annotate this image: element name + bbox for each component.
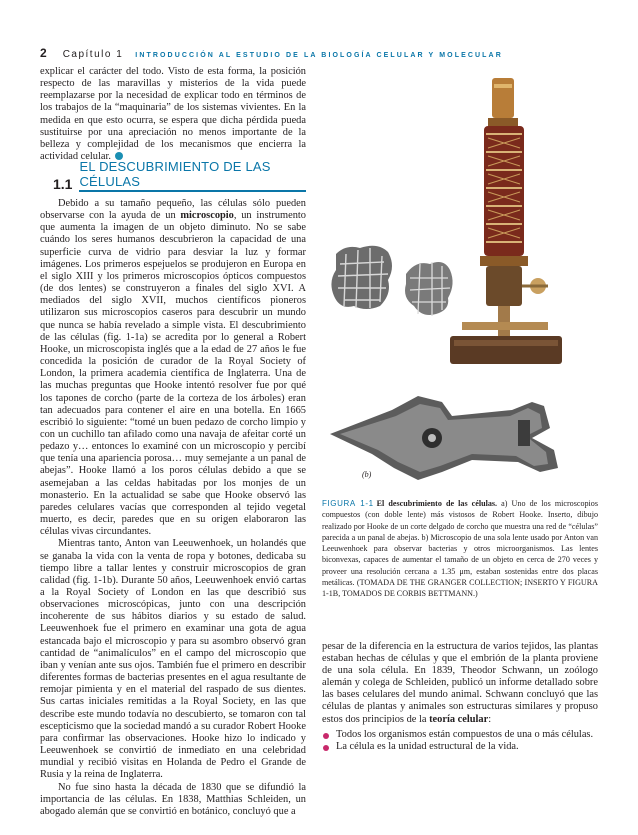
figure-label-b: (b) (362, 470, 372, 479)
left-column (40, 66, 306, 817)
paragraph-1 (40, 198, 306, 538)
keyword-teoria-celular: teoría celular (429, 713, 489, 725)
paragraph-1-rest: , un instrumento que aumenta la imagen de un objeto diminuto. No se sabe cuándo los seres humanos descubrieron la capacidad de una superficie curva de vidrio para desviar la luz y formar imágenes. Los primeros espejuelos se produjeron en Europa en el siglo XIII y los primeros microscopios ópticos compuestos (de dos lentes) se construyeron a finales del siglo XVI. A mediados del siglo XVII, muchos científicos pioneros utilizaron sus microscopios caseros para descubrir un mundo que nunca se había revelado a simple vista. El descubrimiento de las células (fig. 1-1a) se acredita por lo general a Robert Hooke, un microscopista inglés que a la edad de 27 años le fue concedida la posición de curador de la Royal Society of London, la primera academia científica de Inglaterra. Una de las muchas preguntas que Hooke intentó resolver fue por qué los tapones de corcho (parte de la corteza de los árboles) eran tan adecuados para contener el aire en una botella. En 1665 escribió lo siguiente: “tomé un buen pedazo de corcho limpio y con un cuchillo tan afilado como una navaja de afeitar corté un pedazo y… entonces lo examiné con un microscopio y percibí que tenía una apariencia porosa… muy semejante a un panal de abejas”. Hooke llamó a los poros células debido a que se asemejaban a las celdas habitadas por los monjes de un monasterio. En la actualidad se sabe que Hooke observó las paredes celulares vacías que corresponden al tejido vegetal muerto, es decir, paredes que en su origen elaboraron las células vivas circundantes. (40, 210, 306, 538)
section-heading (40, 159, 306, 198)
section-body (40, 198, 306, 817)
caption-title: El descubrimiento de las células. (376, 499, 498, 508)
paragraph-2: Mientras tanto, Anton van Leeuwenhoek, un holandés que se ganaba la vida con la venta de ropa y botones, dedicaba su tiempo libre a tallar lentes y construir microscopios de gran calidad (fig. 1-1b). Durante 50 años, Leeuwenhoek envió cartas a la Royal Society of London en las que describió sus observaciones microscópicas, junto con una descripción incoherente de sus hábitos diarios y su estado de salud. Leeuwenhoek fue el primero en examinar una gota de agua estancada bajo el microscopio y para su asombro observó gran cantidad de “animalículos” en el campo del microscopio que iban y venían ante sus ojos. También fue el primero en describir diferentes formas de bacterias presentes en el agua resultante de remojar pimienta y en el material del raspado de sus dientes. Sus cartas iniciales remitidas a la Royal Society, en las que describe este mundo todavía no descubierto, se tomaron con tal escepticismo que la sociedad mandó a su curador Robert Hooke para confirmar las observaciones. Hooke hizo lo indicado y Leeuwenhoek se convirtió de inmediato en una celebridad mundial y recibió visitas en Holanda de Pedro el Grande de Rusia y la reina de Inglaterra. (40, 538, 306, 781)
paragraph-right (322, 641, 598, 726)
keyword-microscopio: microscopio (180, 210, 234, 222)
section-title: EL DESCUBRIMIENTO DE LAS CÉLULAS (79, 159, 306, 192)
page-number: 2 (40, 46, 47, 60)
caption-text: a) Uno de los microscopios compuestos (con doble lente) más vistosos de Robert Hooke. Inserto, dibujo realizado por Hooke de un corte delgado de corcho que muestra una red de “células” parecida a un panal de abejas. b) Microscopio de una sola lente usado por Anton van Leeuwenhoek para observar bacterias y otros microorganismos. Las lentes biconvexas, capaces de aumentar el tamaño de un objeto en cerca de 270 veces y proveer una resolución cercana a 1.35 μm, estaban sostenidas entre dos placas metálicas. (TOMADA DE THE GRANGER COLLECTION; INSERTO Y FIGURA 1-1B, TOMADOS DE CORBIS BETTMANN.) (322, 499, 598, 599)
caption-figure-number: FIGURA 1-1 (322, 499, 374, 508)
right-column (322, 641, 598, 753)
paragraph-right-start: pesar de la diferencia en la estructura de varios tejidos, las plantas estaban hechas de células y que el embrión de la planta proviene de una sola célula. En 1839, Theodor Schwann, un zoólogo alemán y colega de Schleiden, publicó un informe detallado sobre las bases celulares del mundo animal. Schwann concluyó que las células de plantas y animales son estructuras similares y propuso estos dos principios de la (322, 641, 598, 725)
running-title: INTRODUCCIÓN AL ESTUDIO DE LA BIOLOGÍA CELULAR Y MOLECULAR (135, 52, 503, 59)
paragraph-right-end: : (488, 713, 492, 725)
chapter-label: Capítulo 1 (62, 49, 124, 60)
intro-paragraph (40, 66, 306, 162)
section-number: 1.1 (53, 176, 73, 192)
figure-1-1 (322, 74, 598, 494)
intro-text: explicar el carácter del todo. Visto de esta forma, la posición respecto de las maravillas y misterios de la vida puede reemplazarse por la necesidad de explicar todo en términos de los trabajos de la “maquinaria” de los sistemas vivientes. En la medida en que esto ocurra, se espera que dicha pérdida pueda sustituirse por una apreciación no menos importante de la belleza y complejidad de los mecanismos que encierra la actividad celular. (40, 66, 306, 163)
paragraph-3: No fue sino hasta la década de 1830 que se difundió la importancia de las células. En 1838, Matthias Schleiden, un abogado alemán que se convirtió en botánico, concluyó que a (40, 781, 306, 817)
hooke-microscope-photo (322, 74, 598, 374)
list-item: Todos los organismos están compuestos de una o más células. (322, 729, 598, 741)
running-header (40, 44, 600, 60)
list-item: La célula es la unidad estructural de la vida. (322, 741, 598, 753)
cell-theory-list (322, 729, 598, 753)
paragraph-1-start: Debido a su tamaño pequeño, las células sólo pueden observarse con la ayuda de un (40, 198, 306, 222)
figure-caption (322, 498, 598, 600)
